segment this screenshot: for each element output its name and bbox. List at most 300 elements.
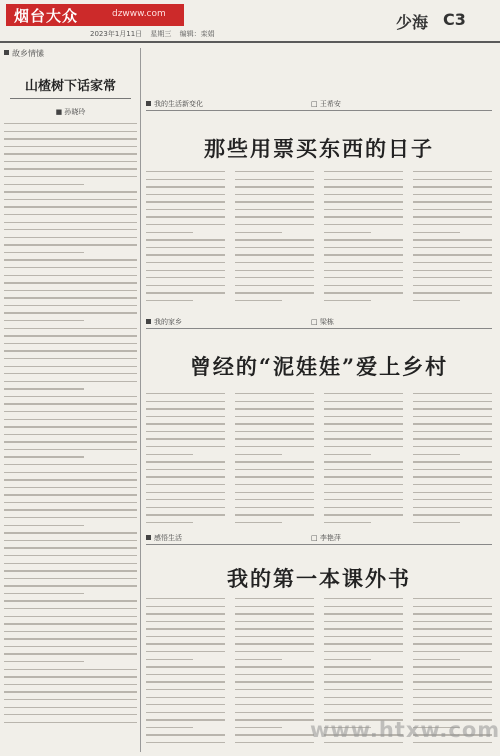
text-line (324, 247, 403, 248)
text-line (235, 232, 282, 233)
text-line (235, 636, 314, 637)
text-line (413, 216, 492, 217)
text-line (235, 277, 314, 278)
text-line (324, 681, 403, 682)
text-line (324, 201, 403, 202)
text-line (324, 393, 403, 394)
text-line (413, 476, 492, 477)
text-line (4, 199, 137, 200)
text-line (4, 290, 137, 291)
text-line (146, 621, 225, 622)
text-line (413, 201, 492, 202)
story-rule (146, 328, 492, 329)
text-line (413, 712, 492, 713)
text-line (4, 540, 137, 541)
text-line (324, 469, 403, 470)
text-line (235, 704, 314, 705)
text-line (4, 714, 137, 715)
text-line (146, 454, 193, 455)
text-line (146, 431, 225, 432)
text-line (324, 232, 371, 233)
text-line (235, 300, 282, 301)
section-name: 少海 (396, 13, 429, 32)
story-header (146, 317, 492, 329)
text-line (235, 507, 314, 508)
text-line (235, 446, 314, 447)
text-line (324, 239, 403, 240)
text-line (413, 704, 492, 705)
text-line (4, 161, 137, 162)
text-line (146, 247, 225, 248)
text-line (4, 373, 137, 374)
left-column-tag: 故乡情愫 (4, 48, 137, 59)
left-article-byline: ■ 孙晓玲 (55, 108, 86, 116)
text-line (235, 408, 314, 409)
text-line (235, 461, 314, 462)
story-1 (146, 99, 492, 304)
text-line (324, 408, 403, 409)
text-line (146, 734, 225, 735)
text-line (4, 570, 137, 571)
text-line (146, 659, 193, 660)
text-line (4, 146, 137, 147)
text-line (4, 358, 137, 359)
text-line (324, 270, 403, 271)
text-line (4, 244, 137, 245)
text-line (146, 704, 225, 705)
text-line (4, 555, 137, 556)
text-line (324, 438, 403, 439)
text-line (146, 201, 225, 202)
text-line (4, 509, 137, 510)
text-line (413, 254, 492, 255)
text-line (146, 423, 225, 424)
text-line (413, 401, 492, 402)
text-line (324, 636, 403, 637)
text-line (235, 643, 314, 644)
text-line (235, 674, 314, 675)
text-line (4, 616, 137, 617)
text-line (4, 585, 137, 586)
text-line (235, 224, 314, 225)
text-line (146, 277, 225, 278)
text-line (4, 328, 137, 329)
text-line (4, 214, 137, 215)
text-line (235, 606, 314, 607)
left-article-body (4, 123, 137, 723)
text-line (413, 408, 492, 409)
text-line (146, 216, 225, 217)
text-line (324, 712, 403, 713)
text-line (4, 237, 137, 238)
text-line (413, 522, 460, 523)
text-line (4, 396, 137, 397)
text-line (324, 277, 403, 278)
text-line (413, 270, 492, 271)
text-line (146, 194, 225, 195)
text-line (4, 123, 137, 124)
text-line (324, 499, 403, 500)
text-line (4, 168, 137, 169)
text-line (146, 628, 225, 629)
text-line (413, 651, 492, 652)
text-line (235, 179, 314, 180)
text-line (324, 514, 403, 515)
text-line (4, 707, 137, 708)
text-line (235, 454, 282, 455)
text-line (146, 393, 225, 394)
masthead-rule (0, 41, 500, 43)
text-line (413, 179, 492, 180)
text-line (235, 216, 314, 217)
text-line (413, 514, 492, 515)
text-line (413, 194, 492, 195)
text-line (324, 416, 403, 417)
text-line (324, 492, 403, 493)
text-line (146, 522, 193, 523)
text-line (146, 239, 225, 240)
text-line (324, 262, 403, 263)
story-2 (146, 317, 492, 530)
text-line (413, 171, 492, 172)
text-line (235, 492, 314, 493)
text-line (4, 153, 137, 154)
text-line (413, 209, 492, 210)
text-line (413, 689, 492, 690)
text-line (324, 613, 403, 614)
text-line (146, 666, 225, 667)
text-line (4, 305, 137, 306)
text-line (146, 285, 225, 286)
text-line (146, 742, 225, 743)
text-line (413, 674, 492, 675)
text-line (146, 461, 225, 462)
text-line (324, 628, 403, 629)
text-line (235, 393, 314, 394)
watermark: www.htxw.com (310, 718, 500, 742)
text-line (413, 643, 492, 644)
text-line (146, 270, 225, 271)
text-line (4, 426, 137, 427)
story-author: □ 梁栋 (311, 318, 334, 326)
square-bullet-icon (146, 535, 151, 540)
text-line (324, 254, 403, 255)
text-line (146, 401, 225, 402)
text-line (235, 469, 314, 470)
text-line (146, 476, 225, 477)
text-line (4, 419, 137, 420)
text-line (413, 628, 492, 629)
text-line (146, 408, 225, 409)
square-bullet-icon (4, 50, 9, 55)
text-line (324, 292, 403, 293)
text-line (4, 464, 137, 465)
text-line (146, 469, 225, 470)
text-line (413, 247, 492, 248)
story-tag: 我的生活新变化 (146, 99, 203, 109)
text-line (413, 636, 492, 637)
square-bullet-icon (146, 319, 151, 324)
text-line (324, 651, 403, 652)
text-line (146, 171, 225, 172)
text-line (146, 507, 225, 508)
text-line (413, 454, 460, 455)
text-line (4, 259, 137, 260)
text-line (4, 623, 137, 624)
text-line (4, 684, 137, 685)
story-header (146, 99, 492, 111)
text-line (413, 416, 492, 417)
text-line (235, 476, 314, 477)
text-line (4, 661, 84, 662)
text-line (4, 669, 137, 670)
text-line (235, 292, 314, 293)
text-line (235, 742, 314, 743)
text-line (324, 484, 403, 485)
text-line (235, 423, 314, 424)
text-line (146, 232, 193, 233)
story-headline: 我的第一本课外书 (227, 567, 411, 591)
text-line (324, 401, 403, 402)
text-line (235, 262, 314, 263)
text-line (235, 719, 314, 720)
text-line (4, 267, 137, 268)
text-line (4, 699, 137, 700)
text-line (146, 681, 225, 682)
square-bullet-icon (146, 101, 151, 106)
text-line (4, 335, 137, 336)
text-line (235, 598, 314, 599)
text-line (4, 456, 84, 457)
text-line (413, 277, 492, 278)
text-line (413, 606, 492, 607)
text-line (4, 479, 137, 480)
text-line (324, 621, 403, 622)
issue-weekday: 星期三 (150, 30, 172, 38)
text-line (146, 606, 225, 607)
text-line (235, 522, 282, 523)
text-line (146, 446, 225, 447)
text-line (235, 734, 314, 735)
text-line (4, 441, 137, 442)
text-line (235, 438, 314, 439)
text-line (235, 201, 314, 202)
text-line (4, 487, 137, 488)
title-rule (10, 98, 131, 99)
text-line (146, 514, 225, 515)
text-line (4, 320, 84, 321)
text-line (413, 423, 492, 424)
text-line (235, 239, 314, 240)
text-line (413, 292, 492, 293)
text-line (413, 438, 492, 439)
text-line (4, 275, 137, 276)
story-body (146, 393, 492, 529)
text-line (324, 697, 403, 698)
text-line (324, 643, 403, 644)
text-line (4, 282, 137, 283)
text-line (146, 484, 225, 485)
text-line (4, 297, 137, 298)
text-line (146, 651, 225, 652)
text-line (4, 206, 137, 207)
text-line (146, 719, 225, 720)
text-line (324, 704, 403, 705)
text-line (324, 742, 403, 743)
text-line (235, 209, 314, 210)
text-line (324, 209, 403, 210)
story-author: □ 王希安 (311, 100, 341, 108)
text-line (413, 300, 460, 301)
text-line (413, 239, 492, 240)
text-line (4, 411, 137, 412)
text-line (413, 621, 492, 622)
text-line (4, 600, 137, 601)
issue-editor: 编辑：栾娟 (179, 30, 215, 38)
text-line (235, 659, 282, 660)
text-line (4, 653, 137, 654)
text-line (4, 312, 137, 313)
text-line (324, 674, 403, 675)
column-divider (140, 48, 141, 752)
text-line (235, 194, 314, 195)
text-line (146, 727, 193, 728)
text-line (413, 613, 492, 614)
text-line (4, 532, 137, 533)
text-line (4, 691, 137, 692)
text-line (146, 292, 225, 293)
text-line (146, 300, 193, 301)
text-line (324, 507, 403, 508)
text-line (146, 674, 225, 675)
text-line (413, 285, 492, 286)
text-line (324, 186, 403, 187)
text-line (324, 179, 403, 180)
text-line (4, 593, 84, 594)
text-line (4, 381, 137, 382)
issue-date: 2023年1月11日 (90, 30, 143, 38)
text-line (4, 434, 137, 435)
text-line (324, 522, 371, 523)
text-line (146, 598, 225, 599)
text-line (4, 350, 137, 351)
text-line (235, 689, 314, 690)
text-line (235, 270, 314, 271)
text-line (146, 689, 225, 690)
text-line (324, 285, 403, 286)
text-line (146, 712, 225, 713)
text-line (235, 484, 314, 485)
text-line (235, 171, 314, 172)
left-article-title: 山楂树下话家常 (24, 79, 116, 94)
story-headline: 那些用票买东西的日子 (204, 137, 434, 161)
text-line (4, 184, 84, 185)
text-line (413, 499, 492, 500)
text-line (4, 578, 137, 579)
text-line (413, 224, 492, 225)
text-line (4, 646, 137, 647)
story-body (146, 171, 492, 307)
text-line (413, 446, 492, 447)
text-line (235, 621, 314, 622)
text-line (4, 131, 137, 132)
text-line (4, 676, 137, 677)
text-line (4, 608, 137, 609)
text-line (413, 681, 492, 682)
text-line (4, 638, 137, 639)
text-line (146, 209, 225, 210)
text-line (413, 492, 492, 493)
text-line (146, 492, 225, 493)
text-line (146, 636, 225, 637)
text-line (235, 514, 314, 515)
text-line (324, 598, 403, 599)
text-line (4, 449, 137, 450)
text-line (413, 469, 492, 470)
text-line (413, 461, 492, 462)
text-line (413, 186, 492, 187)
text-line (146, 179, 225, 180)
text-line (235, 697, 314, 698)
text-line (4, 472, 137, 473)
text-line (4, 525, 84, 526)
text-line (324, 606, 403, 607)
text-line (4, 722, 137, 723)
text-line (413, 659, 460, 660)
text-line (235, 401, 314, 402)
text-line (324, 194, 403, 195)
text-line (4, 563, 137, 564)
text-line (413, 742, 492, 743)
text-line (324, 423, 403, 424)
text-line (235, 628, 314, 629)
text-line (413, 262, 492, 263)
story-headline: 曾经的“泥娃娃”爱上乡村 (189, 354, 449, 379)
text-line (4, 366, 137, 367)
issue-info (90, 29, 221, 39)
text-line (235, 613, 314, 614)
text-line (4, 191, 137, 192)
text-line (4, 229, 137, 230)
text-line (4, 343, 137, 344)
text-line (4, 176, 137, 177)
section-number: C3 (443, 10, 466, 29)
story-rule (146, 544, 492, 545)
text-line (324, 476, 403, 477)
text-line (235, 666, 314, 667)
story-rule (146, 110, 492, 111)
text-line (324, 446, 403, 447)
paper-domain: dzwww.com (112, 9, 166, 19)
text-line (235, 431, 314, 432)
text-line (4, 494, 137, 495)
text-line (413, 484, 492, 485)
text-line (324, 171, 403, 172)
text-line (324, 224, 403, 225)
text-line (146, 262, 225, 263)
text-line (324, 659, 371, 660)
text-line (4, 517, 137, 518)
text-line (4, 388, 84, 389)
text-line (146, 613, 225, 614)
text-line (146, 438, 225, 439)
text-line (413, 431, 492, 432)
text-line (235, 416, 314, 417)
text-line (413, 697, 492, 698)
text-line (235, 681, 314, 682)
text-line (235, 186, 314, 187)
newspaper-logo (6, 4, 184, 26)
